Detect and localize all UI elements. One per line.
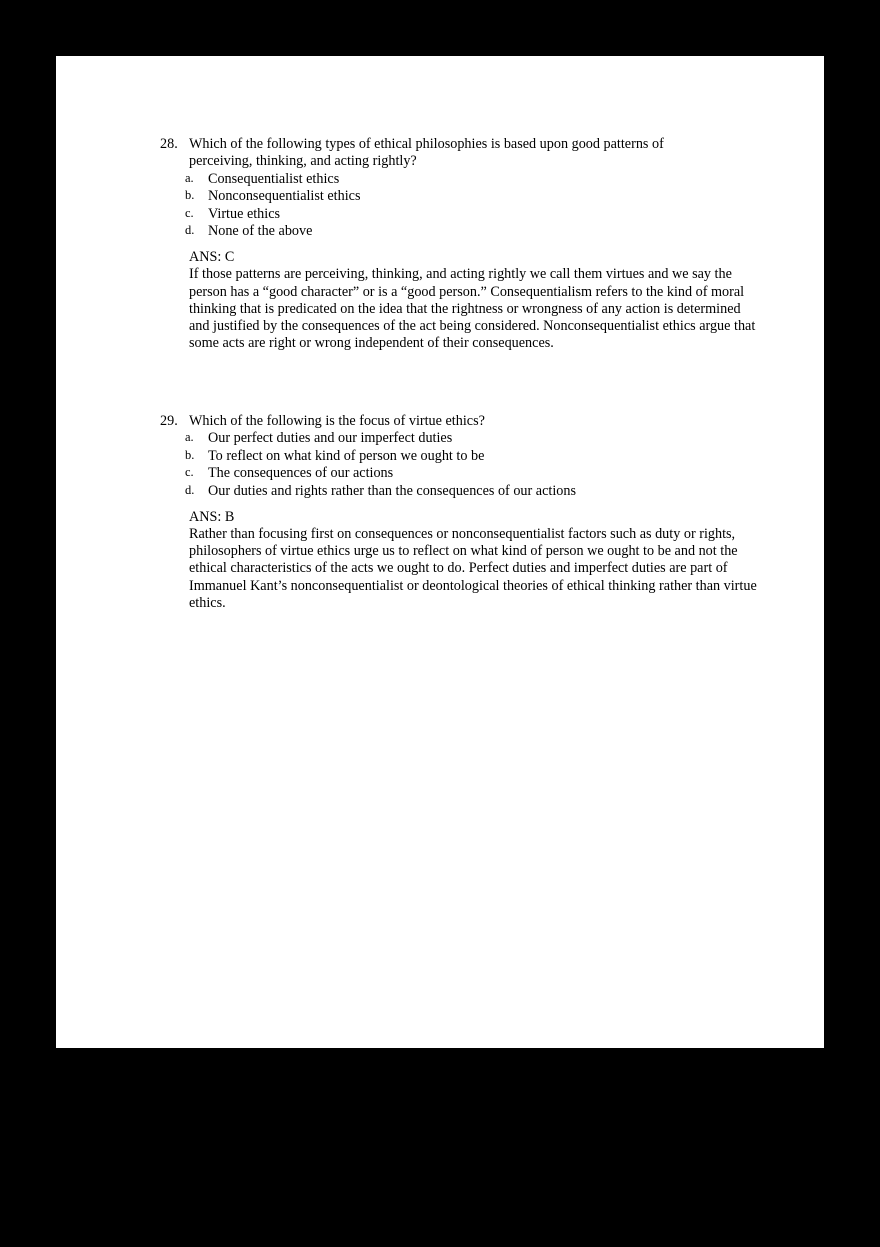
option-b (185, 188, 760, 205)
option-text: Our duties and rights rather than the consequences of our actions (208, 482, 576, 499)
option-b (185, 447, 760, 465)
options-list (160, 430, 760, 500)
question-text: Which of the following types of ethical philosophies is based upon good patterns of perceiving, thinking, and acting rightly? (189, 136, 664, 170)
question-28 (160, 136, 760, 352)
answer-block (189, 249, 760, 352)
question-text: Which of the following is the focus of virtue ethics? (189, 413, 485, 429)
question-29 (160, 413, 760, 612)
option-letter: c. (185, 205, 194, 220)
answer-block (189, 509, 760, 612)
option-letter: b. (185, 447, 195, 462)
options-list (160, 171, 760, 241)
option-letter: d. (185, 482, 195, 497)
answer-label: ANS: C (189, 249, 235, 266)
option-c (185, 465, 760, 482)
question-number: 29. (160, 413, 178, 429)
option-text: Virtue ethics (208, 205, 281, 222)
option-letter: a. (185, 170, 194, 185)
option-letter: c. (185, 465, 194, 480)
question-number: 28. (160, 136, 178, 152)
option-letter: a. (185, 430, 194, 445)
answer-label: ANS: B (189, 509, 235, 526)
option-text: None of the above (208, 223, 313, 240)
option-text: To reflect on what kind of person we ought to be (208, 447, 485, 464)
option-d (185, 223, 760, 240)
option-a (185, 430, 760, 447)
option-a (185, 170, 760, 188)
option-text: Consequentialist ethics (208, 170, 340, 187)
option-text: The consequences of our actions (208, 465, 394, 482)
answer-explanation: Rather than focusing first on consequences or nonconsequentialist factors such as duty or rights, philosophers of virtue ethics urge us to reflect on what kind of person we ought to be and not the ethical characteristics of the acts we ought to do. Perfect duties and imperfect duties are part of Immanuel Kant’s nonconsequentialist or deontological theories of ethical thinking rather than virtue ethics. (189, 526, 757, 611)
option-d (185, 482, 760, 500)
option-text: Our perfect duties and our imperfect duties (208, 430, 453, 447)
option-letter: d. (185, 223, 195, 238)
option-c (185, 205, 760, 223)
option-letter: b. (185, 188, 195, 203)
option-text: Nonconsequentialist ethics (208, 188, 361, 205)
document-page (56, 56, 824, 1048)
answer-explanation: If those patterns are perceiving, thinking, and acting rightly we call them virtues and we say the person has a “good character” or is a “good person.” Consequentialism refers to the kind of moral thinking that is predicated on the idea that the rightness or wrongness of any action is determined and justified by the consequences of the act being considered. Nonconsequentialist ethics argue that some acts are right or wrong independent of their consequences. (189, 266, 756, 352)
